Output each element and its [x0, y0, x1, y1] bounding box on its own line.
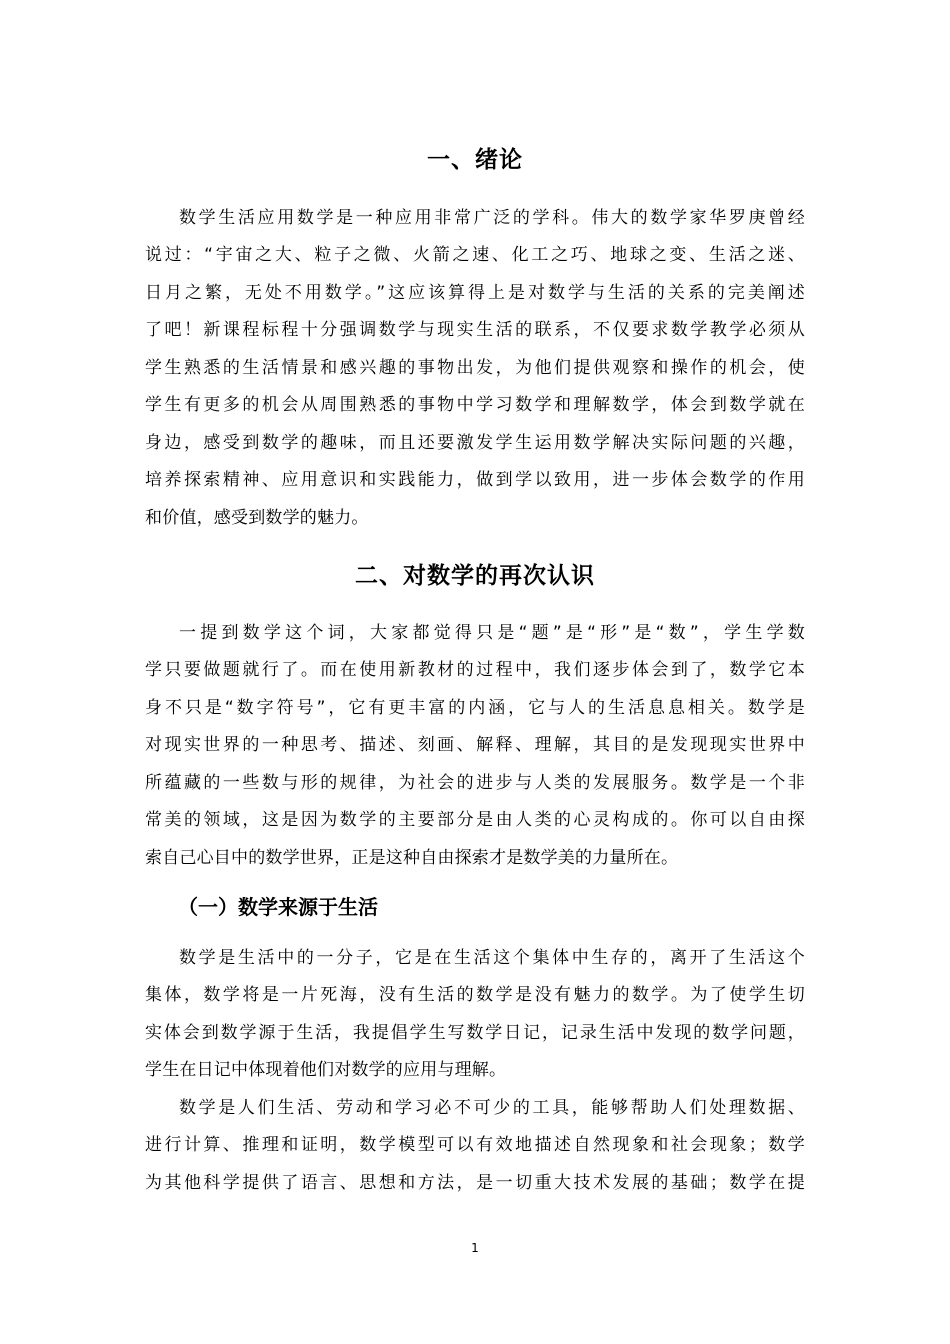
paragraph-line: 为其他科学提供了语言、思想和方法，是一切重大技术发展的基础；数学在提: [145, 1173, 805, 1193]
paragraph-line: 数学是生活中的一分子，它是在生活这个集体中生存的，离开了生活这个: [179, 948, 805, 968]
section-heading-rethinking-math: 二、对数学的再次认识: [355, 563, 595, 589]
paragraph-line: 数学生活应用数学是一种应用非常广泛的学科。伟大的数学家华罗庚曾经: [179, 208, 805, 228]
paragraph-line: 和价值，感受到数学的魅力。: [145, 508, 369, 528]
paragraph-line: 学生有更多的机会从周围熟悉的事物中学习数学和理解数学，体会到数学就在: [145, 395, 805, 415]
paragraph-line: 说过：“宇宙之大、粒子之微、火箭之速、化工之巧、地球之变、生活之迷、: [145, 245, 805, 265]
section-heading-introduction: 一、绪论: [427, 147, 523, 173]
paragraph-line: 实体会到数学源于生活，我提倡学生写数学日记，记录生活中发现的数学问题，: [145, 1023, 805, 1043]
paragraph-line: 常美的领域，这是因为数学的主要部分是由人类的心灵构成的。你可以自由探: [145, 810, 805, 830]
paragraph-line: 日月之繁，无处不用数学。”这应该算得上是对数学与生活的关系的完美阐述: [145, 283, 805, 303]
paragraph-line: 学只要做题就行了。而在使用新教材的过程中，我们逐步体会到了，数学它本: [145, 660, 805, 680]
paragraph-line: 进行计算、推理和证明，数学模型可以有效地描述自然现象和社会现象；数学: [145, 1135, 805, 1155]
paragraph-line: 索自己心目中的数学世界，正是这种自由探索才是数学美的力量所在。: [145, 848, 679, 868]
paragraph-line: 了吧！新课程标程十分强调数学与现实生活的联系，不仅要求数学教学必须从: [145, 320, 805, 340]
page-number: 1: [471, 1241, 479, 1255]
paragraph-line: 培养探索精神、应用意识和实践能力，做到学以致用，进一步体会数学的作用: [145, 470, 805, 490]
paragraph-line: 对现实世界的一种思考、描述、刻画、解释、理解，其目的是发现现实世界中: [145, 735, 805, 755]
paragraph-line: 数学是人们生活、劳动和学习必不可少的工具，能够帮助人们处理数据、: [179, 1098, 805, 1118]
paragraph-line: 身边，感受到数学的趣味，而且还要激发学生运用数学解决实际问题的兴趣，: [145, 433, 805, 453]
paragraph-line: 学生在日记中体现着他们对数学的应用与理解。: [145, 1060, 507, 1080]
paragraph-line: 所蕴藏的一些数与形的规律，为社会的进步与人类的发展服务。数学是一个非: [145, 773, 805, 793]
paragraph-line: 学生熟悉的生活情景和感兴趣的事物出发，为他们提供观察和操作的机会，使: [145, 358, 805, 378]
paragraph-line: 集体，数学将是一片死海，没有生活的数学是没有魅力的数学。为了使学生切: [145, 985, 805, 1005]
subsection-heading: （一）数学来源于生活: [178, 895, 378, 919]
paragraph-line: 身不只是“数字符号”，它有更丰富的内涵，它与人的生活息息相关。数学是: [145, 698, 805, 718]
paragraph-line: 一提到数学这个词，大家都觉得只是“题”是“形”是“数”，学生学数: [179, 623, 805, 643]
